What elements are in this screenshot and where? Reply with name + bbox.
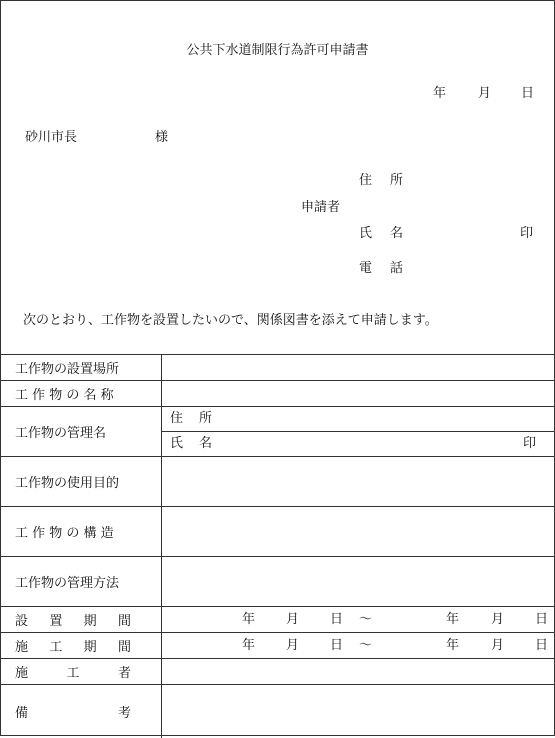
- method-field[interactable]: [162, 557, 555, 607]
- row-method: [1, 557, 554, 607]
- name-label-2: 名: [390, 222, 403, 241]
- name-label-1: 氏: [359, 222, 372, 241]
- structure-name-label: 工 作 物 の 名 称: [1, 381, 162, 407]
- install-period-label: 設 置 期 間: [1, 607, 162, 633]
- structure-name-field[interactable]: [162, 381, 555, 407]
- address-label-2: 所: [390, 169, 403, 188]
- purpose-label: 工作物の使用目的: [1, 457, 162, 507]
- row-install-period: [1, 607, 554, 633]
- applicant-label: 申請者: [301, 196, 340, 215]
- intro-text: 次のとおり、工作物を設置したいので、関係図書を添えて申請します。: [23, 309, 438, 328]
- builder-field[interactable]: [162, 659, 555, 685]
- remarks-label: 備 考: [1, 685, 162, 738]
- row-purpose: [1, 457, 554, 507]
- manager-cell: [162, 407, 555, 457]
- row-remarks: [1, 685, 554, 738]
- purpose-field[interactable]: [162, 457, 555, 507]
- row-manager: [1, 407, 554, 457]
- honorific: 様: [155, 126, 168, 145]
- remarks-field[interactable]: [162, 685, 555, 738]
- phone-label-2: 話: [390, 257, 403, 276]
- detail-table: [1, 354, 554, 738]
- construction-period-field[interactable]: 年 月 日 ～ 年 月 日: [162, 633, 555, 659]
- install-period-field[interactable]: 年 月 日 ～ 年 月 日: [162, 607, 555, 633]
- row-location: [1, 355, 554, 381]
- row-structure: [1, 507, 554, 557]
- manager-name-label-1: 氏: [170, 436, 183, 451]
- date-month: 月: [478, 82, 491, 101]
- manager-label: 工作物の管理名: [1, 407, 162, 457]
- manager-address-row[interactable]: [162, 407, 554, 431]
- manager-name-row[interactable]: [162, 431, 554, 456]
- row-construction-period: [1, 633, 554, 659]
- date-year: 年: [433, 82, 446, 101]
- row-builder: [1, 659, 554, 685]
- construction-period-label: 施 工 期 間: [1, 633, 162, 659]
- addressee: 砂川市長: [25, 126, 77, 145]
- manager-address-label-1: 住: [170, 411, 183, 426]
- location-field[interactable]: [162, 355, 555, 381]
- phone-label-1: 電: [359, 257, 372, 276]
- manager-name-label-2: 名: [199, 436, 212, 451]
- manager-address-label-2: 所: [199, 411, 212, 426]
- applicant-seal: 印: [520, 222, 533, 241]
- builder-label: 施 工 者: [1, 659, 162, 685]
- row-name: [1, 381, 554, 407]
- address-label-1: 住: [359, 169, 372, 188]
- structure-label: 工 作 物 の 構 造: [1, 507, 162, 557]
- manager-seal: 印: [523, 432, 536, 456]
- structure-field[interactable]: [162, 507, 555, 557]
- method-label: 工作物の管理方法: [1, 557, 162, 607]
- date-day: 日: [521, 82, 534, 101]
- form-title: 公共下水道制限行為許可申請書: [1, 39, 554, 58]
- location-label: 工作物の設置場所: [1, 355, 162, 381]
